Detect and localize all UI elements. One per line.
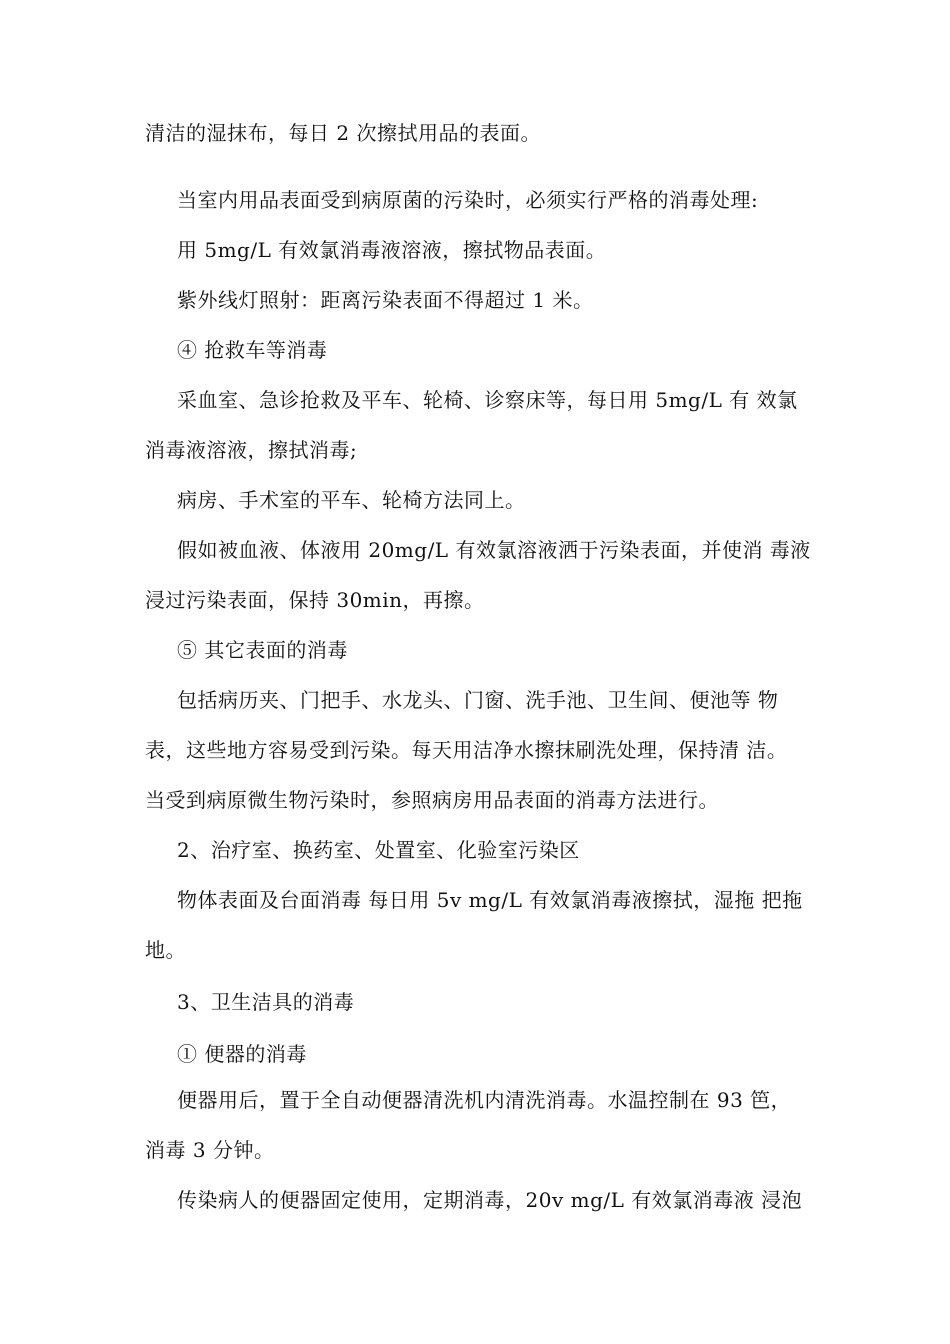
text-line: 表，这些地方容易受到污染。每天用洁净水擦抹刷洗处理，保持清 洁。: [145, 738, 788, 762]
text-line: 消毒 3 分钟。: [145, 1138, 275, 1162]
text-line: 浸过污染表面，保持 30min，再擦。: [145, 588, 485, 612]
text-line: 当受到病原微生物污染时，参照病房用品表面的消毒方法进行。: [145, 788, 719, 812]
text-line: 清洁的湿抹布，每日 2 次擦拭用品的表面。: [145, 121, 541, 145]
section-heading: 2、治疗室、换药室、处置室、化验室污染区: [177, 838, 580, 862]
text-line: 地。: [145, 938, 186, 962]
text-line: 传染病人的便器固定使用，定期消毒，20v mg/L 有效氯消毒液 浸泡: [177, 1188, 803, 1212]
text-line: 用 5mg/L 有效氯消毒液溶液，擦拭物品表面。: [177, 238, 607, 262]
text-line: 紫外线灯照射：距离污染表面不得超过 1 米。: [177, 288, 594, 312]
section-heading: ⑤ 其它表面的消毒: [177, 638, 348, 662]
text-line: 包括病历夹、门把手、水龙头、门窗、洗手池、卫生间、便池等 物: [177, 688, 779, 712]
text-line: 采血室、急诊抢救及平车、轮椅、诊察床等，每日用 5mg/L 有 效氯: [177, 388, 798, 412]
text-line: 便器用后，置于全自动便器清洗机内清洗消毒。水温控制在 93 笆，: [177, 1088, 792, 1112]
section-heading: 3、卫生洁具的消毒: [177, 990, 355, 1014]
text-line: 当室内用品表面受到病原菌的污染时，必须实行严格的消毒处理:: [177, 188, 759, 212]
text-line: 消毒液溶液，擦拭消毒;: [145, 438, 358, 462]
section-heading: ④ 抢救车等消毒: [177, 338, 328, 362]
text-line: 假如被血液、体液用 20mg/L 有效氯溶液洒于污染表面，并使消 毒液: [177, 538, 811, 562]
section-heading: ① 便器的消毒: [177, 1042, 307, 1066]
text-line: 物体表面及台面消毒 每日用 5v mg/L 有效氯消毒液擦拭，湿拖 把拖: [177, 888, 803, 912]
text-line: 病房、手术室的平车、轮椅方法同上。: [177, 488, 526, 512]
